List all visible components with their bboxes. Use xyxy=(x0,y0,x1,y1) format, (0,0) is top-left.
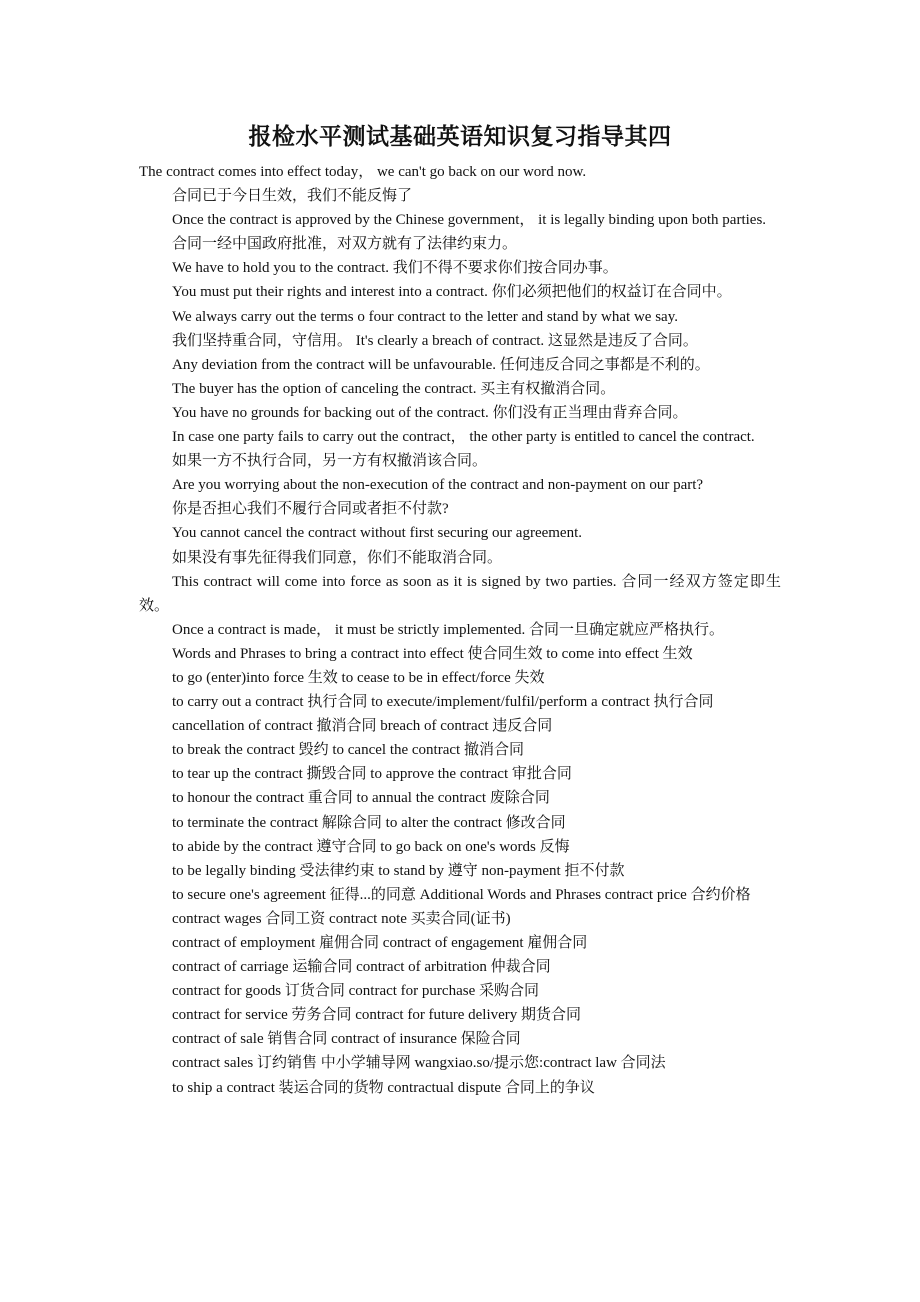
paragraph: to tear up the contract 撕毁合同 to approve the contract 审批合同 xyxy=(172,766,572,783)
paragraph: 如果一方不执行合同，另一方有权撤消该合同。 xyxy=(172,453,488,470)
paragraph: contract for goods 订货合同 contract for purchase 采购合同 xyxy=(172,983,539,1000)
paragraph: You must put their rights and interest into a contract. 你们必须把他们的权益订在合同中。 xyxy=(172,284,732,301)
paragraph: This contract will come into force as soon as it is signed by two parties. 合同一经双方签定即生效。 xyxy=(139,573,781,614)
paragraph: to be legally binding 受法律约束 to stand by 遵守 non-payment 拒不付款 xyxy=(172,862,625,879)
paragraph: contract of employment 雇佣合同 contract of engagement 雇佣合同 xyxy=(172,935,588,951)
paragraph: Words and Phrases to bring a contract into effect 使合同生效 to come into effect 生效 xyxy=(172,645,693,662)
paragraph: contract of carriage 运输合同 contract of arbitration 仲裁合同 xyxy=(172,959,551,976)
paragraph: to go (enter)into force 生效 to cease to be in effect/force 失效 xyxy=(172,669,545,686)
paragraph: contract for service 劳务合同 contract for future delivery 期货合同 xyxy=(172,1007,582,1024)
paragraph: 合同已于今日生效，我们不能反悔了 xyxy=(172,188,413,205)
paragraph: We have to hold you to the contract. 我们不得不要求你们按合同办事。 xyxy=(172,260,618,277)
paragraph: to break the contract 毁约 to cancel the contract 撤消合同 xyxy=(172,742,524,759)
paragraph: to terminate the contract 解除合同 to alter the contract 修改合同 xyxy=(172,814,566,831)
document-body xyxy=(139,160,781,1100)
paragraph: The buyer has the option of canceling the contract. 买主有权撤消合同。 xyxy=(172,380,616,397)
paragraph: You cannot cancel the contract without first securing our agreement. xyxy=(172,525,583,542)
paragraph: Are you worrying about the non-execution of the contract and non-payment on our part? xyxy=(172,477,704,494)
paragraph: Once the contract is approved by the Chinese government， it is legally binding upon both parties. xyxy=(172,212,767,229)
paragraph: We always carry out the terms o four contract to the letter and stand by what we say. xyxy=(172,308,678,325)
paragraph: 你是否担心我们不履行合同或者拒不付款? xyxy=(172,501,449,518)
paragraph: contract sales 订约销售 中小学辅导网 wangxiao.so/提示您:contract law 合同法 xyxy=(172,1055,666,1072)
paragraph: to abide by the contract 遵守合同 to go back on one's words 反悔 xyxy=(172,838,570,855)
paragraph: to carry out a contract 执行合同 to execute/implement/fulfil/perform a contract 执行合同 xyxy=(172,694,714,711)
paragraph: 如果没有事先征得我们同意，你们不能取消合同。 xyxy=(172,549,503,566)
paragraph: contract wages 合同工资 contract note 买卖合同(证书) xyxy=(172,910,511,927)
paragraph: 合同一经中国政府批准，对双方就有了法律约束力。 xyxy=(172,236,518,253)
paragraph: to ship a contract 装运合同的货物 contractual dispute 合同上的争议 xyxy=(172,1079,595,1096)
paragraph: contract of sale 销售合同 contract of insurance 保险合同 xyxy=(172,1031,521,1048)
paragraph: Any deviation from the contract will be unfavourable. 任何违反合同之事都是不利的。 xyxy=(172,356,710,373)
document-title: 报检水平测试基础英语知识复习指导其四 xyxy=(248,124,672,150)
paragraph: cancellation of contract 撤消合同 breach of contract 违反合同 xyxy=(172,718,553,735)
paragraph: Once a contract is made， it must be strictly implemented. 合同一旦确定就应严格执行。 xyxy=(172,621,724,638)
paragraph: to secure one's agreement 征得...的同意 Additional Words and Phrases contract price 合约价格 xyxy=(172,886,751,903)
paragraph: 我们坚持重合同，守信用。 It's clearly a breach of contract. 这显然是违反了合同。 xyxy=(172,332,698,349)
paragraph: to honour the contract 重合同 to annual the contract 废除合同 xyxy=(172,790,550,807)
paragraph: You have no grounds for backing out of the contract. 你们没有正当理由背弃合同。 xyxy=(172,404,688,421)
paragraph: In case one party fails to carry out the contract， the other party is entitled to cancel the contract. xyxy=(172,429,755,446)
paragraph: The contract comes into effect today， we can't go back on our word now. xyxy=(139,164,587,180)
